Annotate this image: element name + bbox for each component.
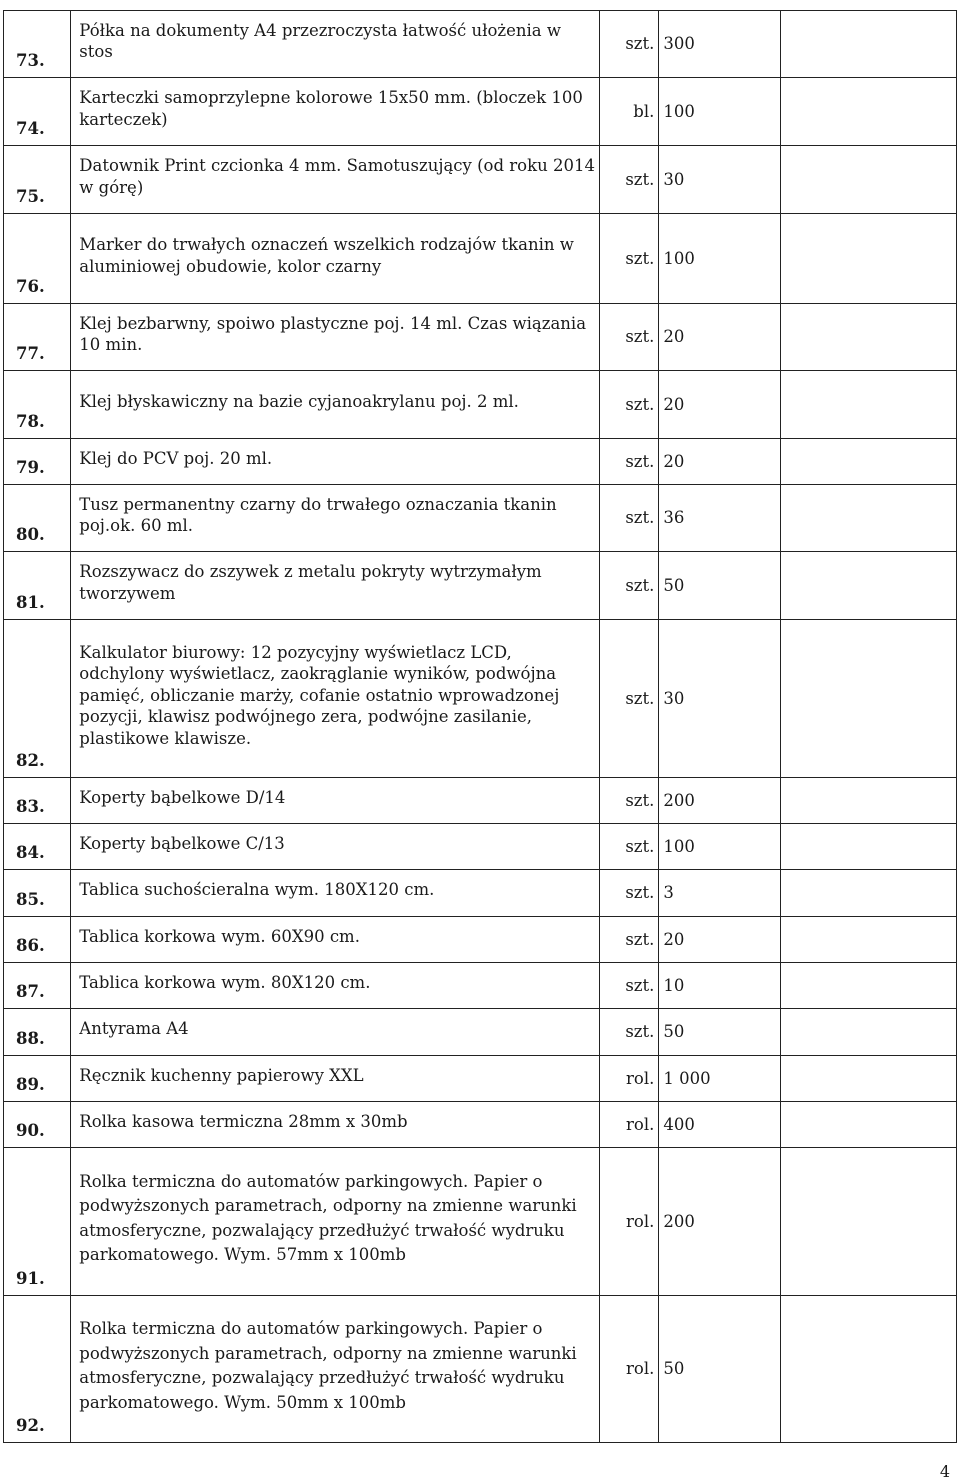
- item-description: Rolka kasowa termiczna 28mm x 30mb: [71, 1102, 600, 1148]
- total-price-cell: [781, 963, 957, 1009]
- item-description: Tablica korkowa wym. 60X90 cm.: [71, 917, 600, 963]
- total-price-cell: [781, 439, 957, 485]
- total-price-cell: [781, 870, 957, 917]
- item-unit: szt.: [600, 917, 659, 963]
- total-price-cell: [781, 146, 957, 214]
- item-quantity: 200: [659, 1148, 781, 1296]
- item-number: 88.: [4, 1009, 71, 1056]
- item-unit: rol.: [600, 1056, 659, 1102]
- table-row: [4, 824, 957, 870]
- item-number: 79.: [4, 439, 71, 485]
- item-unit: szt.: [600, 824, 659, 870]
- total-price-cell: [781, 304, 957, 371]
- item-number: 92.: [4, 1296, 71, 1443]
- item-quantity: 20: [659, 439, 781, 485]
- item-quantity: 200: [659, 778, 781, 824]
- table-row: [4, 439, 957, 485]
- table-row: [4, 552, 957, 620]
- item-quantity: 3: [659, 870, 781, 917]
- item-number: 75.: [4, 146, 71, 214]
- table-row: [4, 11, 957, 78]
- table-row: [4, 371, 957, 439]
- item-description: Rolka termiczna do automatów parkingowych. Papier o podwyższonych parametrach, odporny na zmienne warunki atmosferyczne, pozwalający przedłużyć trwałość wydruku parkomatowego. Wym. 57mm x 100mb: [71, 1148, 600, 1296]
- table-row: [4, 870, 957, 917]
- total-price-cell: [781, 1148, 957, 1296]
- item-description: Tusz permanentny czarny do trwałego oznaczania tkanin poj.ok. 60 ml.: [71, 485, 600, 552]
- table-row: [4, 304, 957, 371]
- item-number: 86.: [4, 917, 71, 963]
- item-quantity: 1 000: [659, 1056, 781, 1102]
- table-row: [4, 1148, 957, 1296]
- item-description: Tablica suchościeralna wym. 180X120 cm.: [71, 870, 600, 917]
- total-price-cell: [781, 1056, 957, 1102]
- item-quantity: 50: [659, 552, 781, 620]
- item-quantity: 30: [659, 146, 781, 214]
- table-row: [4, 917, 957, 963]
- item-quantity: 50: [659, 1009, 781, 1056]
- item-unit: rol.: [600, 1148, 659, 1296]
- item-number: 82.: [4, 620, 71, 778]
- item-unit: szt.: [600, 304, 659, 371]
- item-quantity: 50: [659, 1296, 781, 1443]
- item-quantity: 20: [659, 304, 781, 371]
- item-unit: szt.: [600, 146, 659, 214]
- items-table-body: [4, 11, 957, 1443]
- item-number: 89.: [4, 1056, 71, 1102]
- table-row: [4, 1009, 957, 1056]
- table-row: [4, 963, 957, 1009]
- total-price-cell: [781, 824, 957, 870]
- table-row: [4, 146, 957, 214]
- item-number: 73.: [4, 11, 71, 78]
- item-description: Kalkulator biurowy: 12 pozycyjny wyświetlacz LCD, odchylony wyświetlacz, zaokrąglanie wyników, podwójna pamięć, obliczanie marży, cofanie ostatnio wprowadzonej pozycji, klawisz podwójnego zera, podwójne zasilanie, plastikowe klawisze.: [71, 620, 600, 778]
- total-price-cell: [781, 78, 957, 146]
- item-number: 91.: [4, 1148, 71, 1296]
- items-table: [3, 10, 957, 1443]
- item-unit: szt.: [600, 439, 659, 485]
- item-unit: bl.: [600, 78, 659, 146]
- total-price-cell: [781, 778, 957, 824]
- table-row: [4, 214, 957, 304]
- item-unit: szt.: [600, 620, 659, 778]
- item-description: Rozszywacz do zszywek z metalu pokryty wytrzymałym tworzywem: [71, 552, 600, 620]
- table-row: [4, 1102, 957, 1148]
- item-unit: szt.: [600, 552, 659, 620]
- total-price-cell: [781, 917, 957, 963]
- item-unit: szt.: [600, 963, 659, 1009]
- item-description: Antyrama A4: [71, 1009, 600, 1056]
- item-description: Klej błyskawiczny na bazie cyjanoakrylanu poj. 2 ml.: [71, 371, 600, 439]
- item-description: Półka na dokumenty A4 przezroczysta łatwość ułożenia w stos: [71, 11, 600, 78]
- item-description: Klej do PCV poj. 20 ml.: [71, 439, 600, 485]
- item-description: Koperty bąbelkowe C/13: [71, 824, 600, 870]
- item-description: Ręcznik kuchenny papierowy XXL: [71, 1056, 600, 1102]
- item-unit: szt.: [600, 11, 659, 78]
- total-price-cell: [781, 1102, 957, 1148]
- item-quantity: 36: [659, 485, 781, 552]
- item-quantity: 100: [659, 214, 781, 304]
- table-row: [4, 485, 957, 552]
- item-number: 87.: [4, 963, 71, 1009]
- item-unit: szt.: [600, 778, 659, 824]
- item-number: 81.: [4, 552, 71, 620]
- total-price-cell: [781, 485, 957, 552]
- total-price-cell: [781, 371, 957, 439]
- item-unit: szt.: [600, 485, 659, 552]
- table-row: [4, 620, 957, 778]
- item-quantity: 20: [659, 917, 781, 963]
- item-description: Karteczki samoprzylepne kolorowe 15x50 mm. (bloczek 100 karteczek): [71, 78, 600, 146]
- item-unit: szt.: [600, 870, 659, 917]
- item-number: 84.: [4, 824, 71, 870]
- item-quantity: 300: [659, 11, 781, 78]
- item-description: Marker do trwałych oznaczeń wszelkich rodzajów tkanin w aluminiowej obudowie, kolor czarny: [71, 214, 600, 304]
- item-quantity: 10: [659, 963, 781, 1009]
- item-description: Rolka termiczna do automatów parkingowych. Papier o podwyższonych parametrach, odporny na zmienne warunki atmosferyczne, pozwalający przedłużyć trwałość wydruku parkomatowego. Wym. 50mm x 100mb: [71, 1296, 600, 1443]
- item-unit: szt.: [600, 371, 659, 439]
- item-number: 78.: [4, 371, 71, 439]
- item-number: 85.: [4, 870, 71, 917]
- table-row: [4, 1056, 957, 1102]
- item-quantity: 30: [659, 620, 781, 778]
- page-number: 4: [939, 1462, 950, 1481]
- item-number: 83.: [4, 778, 71, 824]
- total-price-cell: [781, 620, 957, 778]
- item-number: 74.: [4, 78, 71, 146]
- item-unit: rol.: [600, 1102, 659, 1148]
- item-number: 90.: [4, 1102, 71, 1148]
- item-description: Klej bezbarwny, spoiwo plastyczne poj. 14 ml. Czas wiązania 10 min.: [71, 304, 600, 371]
- item-number: 77.: [4, 304, 71, 371]
- total-price-cell: [781, 552, 957, 620]
- item-unit: szt.: [600, 214, 659, 304]
- total-price-cell: [781, 214, 957, 304]
- item-number: 80.: [4, 485, 71, 552]
- total-price-cell: [781, 1296, 957, 1443]
- item-unit: rol.: [600, 1296, 659, 1443]
- table-row: [4, 1296, 957, 1443]
- table-row: [4, 78, 957, 146]
- item-description: Koperty bąbelkowe D/14: [71, 778, 600, 824]
- total-price-cell: [781, 1009, 957, 1056]
- total-price-cell: [781, 11, 957, 78]
- table-row: [4, 778, 957, 824]
- item-description: Tablica korkowa wym. 80X120 cm.: [71, 963, 600, 1009]
- item-quantity: 20: [659, 371, 781, 439]
- item-number: 76.: [4, 214, 71, 304]
- item-description: Datownik Print czcionka 4 mm. Samotuszujący (od roku 2014 w górę): [71, 146, 600, 214]
- item-unit: szt.: [600, 1009, 659, 1056]
- item-quantity: 100: [659, 78, 781, 146]
- item-quantity: 100: [659, 824, 781, 870]
- item-quantity: 400: [659, 1102, 781, 1148]
